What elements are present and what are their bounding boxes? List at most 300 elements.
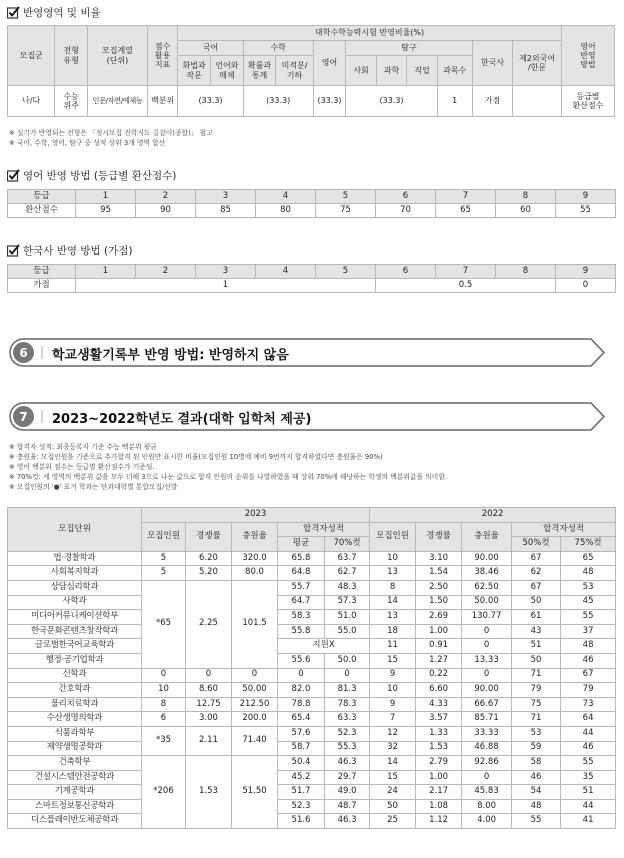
- grade-cell: 4: [256, 190, 316, 204]
- table-row: [8, 712, 616, 727]
- cut70-2023: 0: [325, 668, 370, 683]
- cut50-2022: 62: [512, 566, 561, 581]
- fill-2023: 320.0: [232, 551, 278, 566]
- hdr-math-sub1: 확률과 통계: [243, 56, 276, 86]
- cut75-2022: 44: [561, 799, 616, 814]
- score-cell: 80: [256, 204, 316, 218]
- table-row: [8, 814, 616, 829]
- fill-2022: 0: [462, 770, 512, 785]
- hdr-unit: 모집계열 (단위): [88, 26, 148, 86]
- quota-2022: 9: [370, 697, 416, 712]
- english-grade-table: [7, 189, 616, 218]
- banner-title: 학교생활기록부 반영 방법: 반영하지 않음: [52, 348, 289, 363]
- cut50-2022: 54: [512, 785, 561, 800]
- ratio-2022: 1.33: [416, 726, 462, 741]
- fill-2022: 46.88: [462, 741, 512, 756]
- grade-cell: 3: [196, 265, 256, 279]
- cut75-2022: 37: [561, 624, 616, 639]
- fill-2022: 85.71: [462, 712, 512, 727]
- cut70-2023: 57.3: [325, 595, 370, 610]
- dept-name: 수산생명의학과: [8, 712, 142, 727]
- cut75-2022: 53: [561, 580, 616, 595]
- cell-math: (33.3): [243, 86, 313, 117]
- hdr-fill-2023: 충원율: [232, 522, 278, 551]
- avg-2023: 64.8: [278, 566, 325, 581]
- dept-name: 미디어커뮤니케이션학부: [8, 610, 142, 625]
- quota-2022: 14: [370, 756, 416, 771]
- note: ※ 충원율: 모집인원을 기준으로 추가합격 된 인원만 표시한 비율(모집인원 10명에 예비 9번까지 합격하였다면 충원율은 90%): [9, 453, 383, 461]
- group-quota-2023: *206: [142, 756, 186, 829]
- ratio-2022: 6.60: [416, 683, 462, 698]
- hdr-inq-sub1: 사회: [346, 56, 376, 86]
- dept-name: 사회복지학과: [8, 566, 142, 581]
- ratio-2022: 1.53: [416, 741, 462, 756]
- banner-title: 2023~2022학년도 결과(대학 입학처 제공): [52, 412, 312, 427]
- cell-group: 나/다: [8, 86, 55, 117]
- fill-2022: 66.67: [462, 697, 512, 712]
- avg-2023: 51.6: [278, 814, 325, 829]
- dept-name: 스마트정보통신공학과: [8, 799, 142, 814]
- cut75-2022: 55: [561, 610, 616, 625]
- cut50-2022: 50: [512, 595, 561, 610]
- hdr-kor-sub2: 언어와 매체: [211, 56, 244, 86]
- hdr-eng-method: 영어 반영 방법: [561, 26, 614, 86]
- heading-text: 영어 반영 방법 (등급별 환산점수): [23, 170, 177, 182]
- note: ※ 합격자 성적: 최종등록자 기준 수능 백분위 평균: [9, 443, 157, 451]
- ratio-2022: 0.91: [416, 639, 462, 654]
- grade-cell: 2: [136, 190, 196, 204]
- quota-2022: 13: [370, 566, 416, 581]
- cut50-2022: 48: [512, 799, 561, 814]
- table-row: [8, 610, 616, 625]
- cut70-2023: 81.3: [325, 683, 370, 698]
- hdr-cut70: 70%컷: [325, 537, 370, 552]
- cell-type: 수능 위주: [55, 86, 88, 117]
- cell-eng-method: 등급별 환산점수: [561, 86, 614, 117]
- grade-cell: 1: [76, 190, 136, 204]
- dept-name: 건축학부: [8, 756, 142, 771]
- score-cell: 85: [196, 204, 256, 218]
- grade-cell: 5: [316, 190, 376, 204]
- cut75-2022: 73: [561, 697, 616, 712]
- fill-2022: 92.86: [462, 756, 512, 771]
- note: ※ 영어 백분위 점수는 등급별 환산점수가 기준임.: [9, 463, 155, 471]
- table-row: [8, 580, 616, 595]
- score-cell: 55: [556, 204, 616, 218]
- quota-2022: 15: [370, 770, 416, 785]
- grade-cell: 8: [496, 190, 556, 204]
- ratio-2023: 12.75: [186, 697, 232, 712]
- hdr-kor-sub1: 화법과 작문: [178, 56, 211, 86]
- dept-name: 글로벌한국어교육학과: [8, 639, 142, 654]
- hdr-group: 모집군: [8, 26, 55, 86]
- hdr-inquiry: 탐구: [346, 41, 472, 56]
- avg-2023: 58.3: [278, 610, 325, 625]
- hdr-ratio-2023: 경쟁률: [186, 522, 232, 551]
- quota-2022: 10: [370, 683, 416, 698]
- cut50-2022: 43: [512, 624, 561, 639]
- cut75-2022: 35: [561, 770, 616, 785]
- table-row: [8, 683, 616, 698]
- cut75-2022: 65: [561, 551, 616, 566]
- cut70-2023: 46.3: [325, 756, 370, 771]
- cut50-2022: 71: [512, 712, 561, 727]
- fill-2022: 90.00: [462, 551, 512, 566]
- dept-name: 물리치료학과: [8, 697, 142, 712]
- checkbox-icon: [7, 6, 20, 19]
- heading-text: 반영영역 및 비율: [23, 7, 101, 19]
- hdr-quota-2022: 모집인원: [370, 522, 416, 551]
- quota-2022: 14: [370, 595, 416, 610]
- hdr-quota-2023: 모집인원: [142, 522, 186, 551]
- cut70-2023: 29.7: [325, 770, 370, 785]
- dept-name: 제약생명공학과: [8, 741, 142, 756]
- reflection-ratio-table: [7, 25, 615, 117]
- avg-2023: 65.8: [278, 551, 325, 566]
- ratio-2022: 4.33: [416, 697, 462, 712]
- hdr-cut75: 75%컷: [561, 537, 616, 552]
- quota-2022: 18: [370, 624, 416, 639]
- cut75-2022: 46: [561, 653, 616, 668]
- cut50-2022: 50: [512, 653, 561, 668]
- table-row: [8, 639, 616, 654]
- cut50-2022: 55: [512, 814, 561, 829]
- dept-name: 간호학과: [8, 683, 142, 698]
- fill-2023: 0: [232, 668, 278, 683]
- cut70-2023: 55.0: [325, 624, 370, 639]
- cut75-2022: 79: [561, 683, 616, 698]
- cut75-2022: 48: [561, 566, 616, 581]
- ratio-2022: 1.08: [416, 799, 462, 814]
- note: ※ 모집인원의 '●' 표기 학과는 단과대학별 통합모집/선발: [9, 483, 178, 491]
- table-row: [8, 653, 616, 668]
- hdr-type: 전형 유형: [55, 26, 88, 86]
- row-label-score: 환산점수: [8, 204, 76, 218]
- ratio-2022: 3.10: [416, 551, 462, 566]
- grade-cell: 7: [436, 190, 496, 204]
- hdr-grade-2023: 합격자성적: [278, 522, 370, 537]
- hdr-2023: 2023: [142, 508, 370, 523]
- hdr-history: 한국사: [472, 41, 513, 86]
- hdr-math: 수학: [243, 41, 313, 56]
- avg-2023: 45.2: [278, 770, 325, 785]
- cut50-2022: 58: [512, 756, 561, 771]
- quota-2023: 5: [142, 551, 186, 566]
- avg-2023: 82.0: [278, 683, 325, 698]
- cut70-2023: 51.0: [325, 610, 370, 625]
- ratio-2022: 1.00: [416, 624, 462, 639]
- table-row: [8, 697, 616, 712]
- avg-2023: 55.6: [278, 653, 325, 668]
- dept-name: 행정·공기업학과: [8, 653, 142, 668]
- table-row: [8, 551, 616, 566]
- quota-2022: 24: [370, 785, 416, 800]
- score-cell: 90: [136, 204, 196, 218]
- results-table: [7, 507, 616, 829]
- group-fill-2023: 101.5: [232, 580, 278, 668]
- quota-2022: 32: [370, 741, 416, 756]
- hdr-avg: 평균: [278, 537, 325, 552]
- grade-cell: 5: [316, 265, 376, 279]
- table-row: [8, 595, 616, 610]
- cell-korean: (33.3): [178, 86, 243, 117]
- table-row: [8, 756, 616, 771]
- table-row: [8, 770, 616, 785]
- cut75-2022: 44: [561, 726, 616, 741]
- heading-text: 한국사 반영 방법 (가점): [23, 245, 133, 257]
- fill-2023: 80.0: [232, 566, 278, 581]
- hdr-foreign: 제2외국어 /한문: [513, 41, 562, 86]
- quota-2022: 9: [370, 668, 416, 683]
- avg-2023: 55.7: [278, 580, 325, 595]
- cut75-2022: 41: [561, 814, 616, 829]
- ratio-2023: 3.00: [186, 712, 232, 727]
- cut70-2023: 63.3: [325, 712, 370, 727]
- cut75-2022: 48: [561, 639, 616, 654]
- dept-name: 사학과: [8, 595, 142, 610]
- ratio-2022: 2.69: [416, 610, 462, 625]
- ratio-2023: 8.60: [186, 683, 232, 698]
- cut50-2022: 67: [512, 580, 561, 595]
- hdr-math-sub2: 미적분/ 기하: [276, 56, 313, 86]
- score-cell: 70: [376, 204, 436, 218]
- cut50-2022: 75: [512, 697, 561, 712]
- quota-2022: 50: [370, 799, 416, 814]
- quota-2022: 11: [370, 639, 416, 654]
- cut75-2022: 46: [561, 741, 616, 756]
- grade-cell: 3: [196, 190, 256, 204]
- cut50-2022: 51: [512, 639, 561, 654]
- fill-2023: 212.50: [232, 697, 278, 712]
- score-cell: 75: [316, 204, 376, 218]
- hdr-ratio-2022: 경쟁률: [416, 522, 462, 551]
- cut50-2022: 53: [512, 726, 561, 741]
- quota-2022: 10: [370, 551, 416, 566]
- dept-name: 식품과학부: [8, 726, 142, 741]
- cut50-2022: 61: [512, 610, 561, 625]
- section-number-badge: 7: [13, 406, 34, 427]
- ratio-2022: 2.50: [416, 580, 462, 595]
- quota-2022: 8: [370, 580, 416, 595]
- hdr-grade-2022: 합격자성적: [512, 522, 616, 537]
- quota-2023: 6: [142, 712, 186, 727]
- cut70-2023: 50.0: [325, 653, 370, 668]
- quota-2023: 10: [142, 683, 186, 698]
- grade-cell: 9: [556, 190, 616, 204]
- dept-name: 한국문화콘텐츠창작학과: [8, 624, 142, 639]
- fill-2022: 50.00: [462, 595, 512, 610]
- fill-2022: 130.77: [462, 610, 512, 625]
- hdr-inq-sub3: 직업: [407, 56, 437, 86]
- points-cell: 1: [76, 279, 376, 293]
- fill-2022: 90.00: [462, 683, 512, 698]
- avg-2023: 55.8: [278, 624, 325, 639]
- hdr-csat: 대학수학능력시험 반영비율(%): [178, 26, 562, 41]
- section-heading-history: [7, 243, 133, 258]
- table-row: [8, 785, 616, 800]
- points-cell: 0.5: [376, 279, 556, 293]
- cell-foreign: [513, 86, 562, 117]
- cut70-2023: 48.7: [325, 799, 370, 814]
- group-ratio-2023: 2.11: [186, 726, 232, 755]
- section7-notes: [9, 442, 447, 492]
- table-row: [8, 668, 616, 683]
- quota-2023: 8: [142, 697, 186, 712]
- hdr-english: 영어: [313, 41, 346, 86]
- section1-notes: [9, 128, 213, 148]
- cell-history: 가점: [472, 86, 513, 117]
- group-fill-2023: 71.40: [232, 726, 278, 755]
- score-cell: 95: [76, 204, 136, 218]
- avg-2023: 58.7: [278, 741, 325, 756]
- cut50-2022: 79: [512, 683, 561, 698]
- section7-banner: [8, 401, 608, 432]
- avg-2023: 57.6: [278, 726, 325, 741]
- score-cell: 65: [436, 204, 496, 218]
- fill-2023: 200.0: [232, 712, 278, 727]
- avg-2023: 50.4: [278, 756, 325, 771]
- ratio-2022: 1.12: [416, 814, 462, 829]
- hdr-inq-sub4: 과목수: [437, 56, 472, 86]
- cell-unit: 인문/자연/예체능: [88, 86, 148, 117]
- ratio-2022: 2.79: [416, 756, 462, 771]
- dept-name: 디스플레이반도체공학과: [8, 814, 142, 829]
- history-grade-table: [7, 264, 616, 293]
- ratio-2022: 1.54: [416, 566, 462, 581]
- group-ratio-2023: 1.53: [186, 756, 232, 829]
- cut75-2022: 51: [561, 785, 616, 800]
- hdr-fill-2022: 충원율: [462, 522, 512, 551]
- quota-2022: 25: [370, 814, 416, 829]
- ratio-2022: 3.57: [416, 712, 462, 727]
- hdr-score: 점수 활용 지표: [147, 26, 177, 86]
- grade-cell: 9: [556, 265, 616, 279]
- cut75-2022: 55: [561, 756, 616, 771]
- section6-banner: [8, 337, 608, 368]
- cut50-2022: 67: [512, 551, 561, 566]
- points-cell: 0: [556, 279, 616, 293]
- table-row: [8, 799, 616, 814]
- grade-cell: 7: [436, 265, 496, 279]
- cut50-2022: 46: [512, 770, 561, 785]
- quota-2022: 12: [370, 726, 416, 741]
- cut70-2023: 48.3: [325, 580, 370, 595]
- grade-cell: 4: [256, 265, 316, 279]
- fill-2022: 0: [462, 639, 512, 654]
- cut70-2023: 78.3: [325, 697, 370, 712]
- section-number-badge: 6: [13, 342, 34, 363]
- fill-2022: 33.33: [462, 726, 512, 741]
- group-quota-2023: *35: [142, 726, 186, 755]
- fill-2022: 45.83: [462, 785, 512, 800]
- avg-2023: 52.3: [278, 799, 325, 814]
- table-row: [8, 726, 616, 741]
- cut75-2022: 45: [561, 595, 616, 610]
- avg-2023: 64.7: [278, 595, 325, 610]
- fill-2022: 4.00: [462, 814, 512, 829]
- fill-2022: 8.00: [462, 799, 512, 814]
- avg-2023: 78.8: [278, 697, 325, 712]
- dept-name: 기계공학과: [8, 785, 142, 800]
- dept-name: 법·경찰학과: [8, 551, 142, 566]
- score-cell: 60: [496, 204, 556, 218]
- fill-2022: 62.50: [462, 580, 512, 595]
- grade-cell: 8: [496, 265, 556, 279]
- ratio-2022: 1.00: [416, 770, 462, 785]
- dept-name: 신학과: [8, 668, 142, 683]
- ratio-2022: 0.22: [416, 668, 462, 683]
- ratio-2022: 1.50: [416, 595, 462, 610]
- checkbox-icon: [7, 244, 20, 257]
- note: ※ 국어, 수학, 영어, 탐구 중 성적 상위 3개 영역 합산: [9, 139, 166, 147]
- row-label-grade: 등급: [8, 265, 76, 279]
- section-heading-reflection: [7, 5, 101, 20]
- note: ※ 70%컷: 세 영역의 백분위 값을 모두 더해 3으로 나눈 값으로 합격 인원의 순위를 나열하였을 때 상위 70%에 해당하는 학생의 백분위값을 의미함.: [9, 473, 448, 481]
- cut70-2023: 62.7: [325, 566, 370, 581]
- ratio-2023: 5.20: [186, 566, 232, 581]
- grade-cell: 6: [376, 190, 436, 204]
- cell-inquiry: (33.3): [346, 86, 437, 117]
- cut70-2023: 55.3: [325, 741, 370, 756]
- grade-cell: 1: [76, 265, 136, 279]
- table-row: [8, 566, 616, 581]
- grade-cell: 2: [136, 265, 196, 279]
- hdr-unit: 모집단위: [8, 508, 142, 552]
- cut75-2022: 67: [561, 668, 616, 683]
- section-heading-english: [7, 168, 176, 183]
- dept-name: 건설시스템안전공학과: [8, 770, 142, 785]
- quota-2022: 15: [370, 653, 416, 668]
- quota-2022: 13: [370, 610, 416, 625]
- ratio-2022: 2.17: [416, 785, 462, 800]
- avg-2023: 51.7: [278, 785, 325, 800]
- ratio-2022: 1.27: [416, 653, 462, 668]
- cut50-2022: 59: [512, 741, 561, 756]
- dept-name: 상담심리학과: [8, 580, 142, 595]
- group-fill-2023: 51.50: [232, 756, 278, 829]
- no-applicants: 지원X: [278, 639, 370, 654]
- group-ratio-2023: 2.25: [186, 580, 232, 668]
- table-row: [8, 741, 616, 756]
- grade-cell: 6: [376, 265, 436, 279]
- cell-english: (33.3): [313, 86, 346, 117]
- avg-2023: 0: [278, 668, 325, 683]
- cut70-2023: 63.7: [325, 551, 370, 566]
- table-row: [8, 624, 616, 639]
- note: ※ 실기가 반영되는 전형은 「정시모집 진학지도 길잡이(종합)」 참고: [9, 129, 213, 137]
- ratio-2023: 0: [186, 668, 232, 683]
- cell-score: 백분위: [147, 86, 177, 117]
- cut70-2023: 52.3: [325, 726, 370, 741]
- quota-2022: 7: [370, 712, 416, 727]
- cell-count: 1: [437, 86, 472, 117]
- quota-2023: 0: [142, 668, 186, 683]
- fill-2022: 0: [462, 668, 512, 683]
- checkbox-icon: [7, 169, 20, 182]
- fill-2022: 13.33: [462, 653, 512, 668]
- fill-2022: 0: [462, 624, 512, 639]
- cut70-2023: 46.3: [325, 814, 370, 829]
- cut50-2022: 71: [512, 668, 561, 683]
- row-label-grade: 등급: [8, 190, 76, 204]
- quota-2023: 5: [142, 566, 186, 581]
- hdr-cut50: 50%컷: [512, 537, 561, 552]
- avg-2023: 65.4: [278, 712, 325, 727]
- fill-2023: 50.00: [232, 683, 278, 698]
- group-quota-2023: *65: [142, 580, 186, 668]
- cut70-2023: 49.0: [325, 785, 370, 800]
- hdr-korean: 국어: [178, 41, 243, 56]
